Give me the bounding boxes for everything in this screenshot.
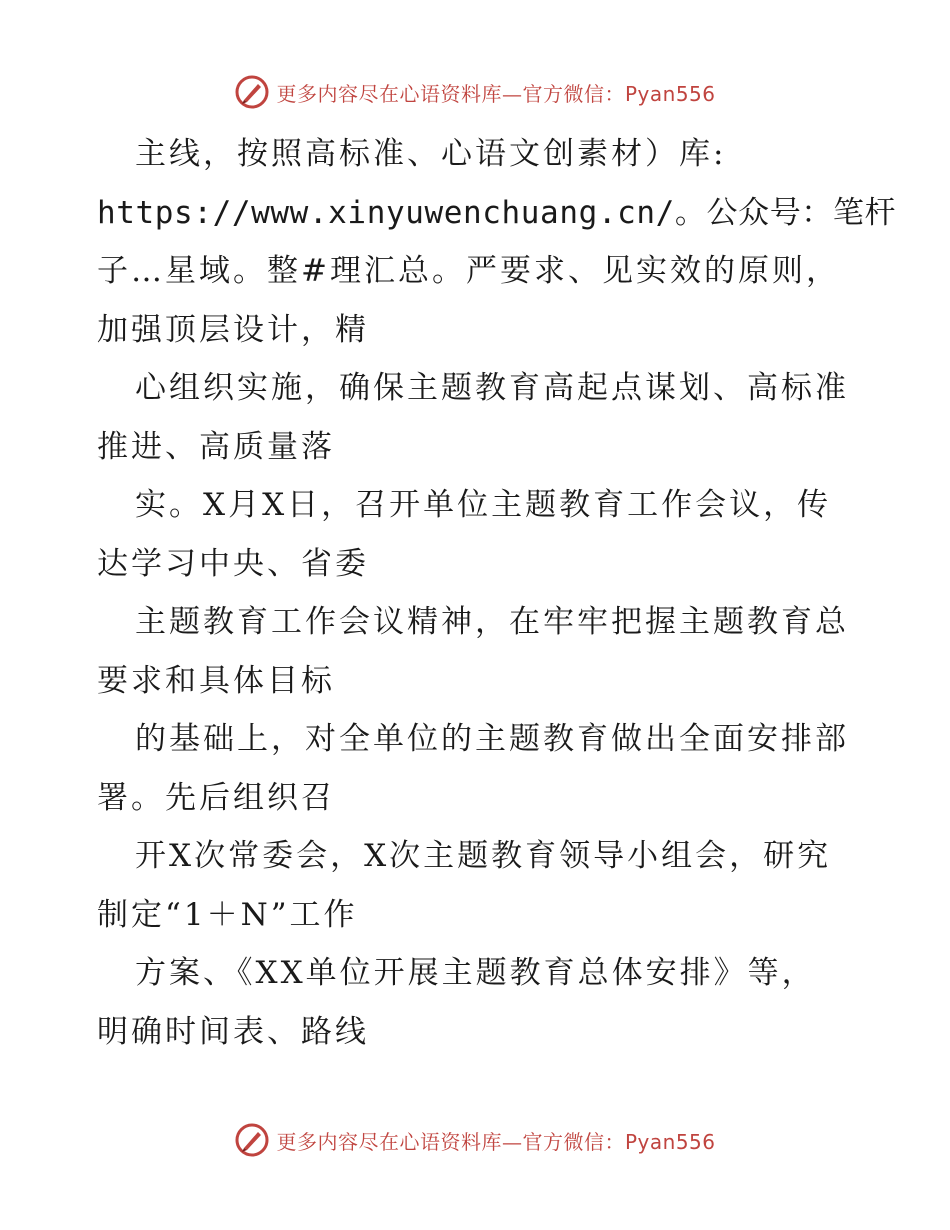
watermark-text: 更多内容尽在心语资料库—官方微信：Pyan556 — [276, 81, 716, 106]
body-line: 子…星域。整#理汇总。严要求、见实效的原则， — [97, 253, 840, 289]
body-line: 推进、高质量落 — [97, 428, 335, 465]
watermark-text: 更多内容尽在心语资料库—官方微信：Pyan556 — [276, 1129, 716, 1154]
footer-watermark — [0, 1120, 950, 1160]
body-line: 署。先后组织召 — [97, 779, 335, 816]
body-line: 主线，按照高标准、心语文创素材）库: — [135, 136, 727, 172]
body-line: 方案、《XX单位开展主题教育总体安排》等， — [135, 955, 816, 991]
body-line: 明确时间表、路线 — [97, 1013, 369, 1050]
pen-logo-icon — [234, 74, 270, 110]
watermark-contact: Pyan556 — [624, 81, 716, 106]
body-line: 心组织实施，确保主题教育高起点谋划、高标准 — [135, 370, 849, 406]
header-watermark — [0, 72, 950, 112]
watermark-contact: Pyan556 — [624, 1129, 716, 1154]
body-line: https://www.xinyuwenchuang.cn/。公众号：笔杆 — [97, 194, 897, 231]
body-line: 的基础上，对全单位的主题教育做出全面安排部 — [135, 721, 849, 757]
body-line: 要求和具体目标 — [97, 662, 335, 699]
body-line: 制定“1＋N”工作 — [97, 896, 358, 933]
body-line: 实。X月X日，召开单位主题教育工作会议，传 — [135, 487, 832, 523]
body-line: 达学习中央、省委 — [97, 545, 369, 582]
body-line: 开X次常委会，X次主题教育领导小组会，研究 — [135, 838, 832, 874]
body-line: 主题教育工作会议精神，在牢牢把握主题教育总 — [135, 604, 849, 640]
body-line: 加强顶层设计，精 — [97, 311, 369, 348]
pen-logo-icon — [234, 1122, 270, 1158]
document-body — [97, 125, 897, 1061]
